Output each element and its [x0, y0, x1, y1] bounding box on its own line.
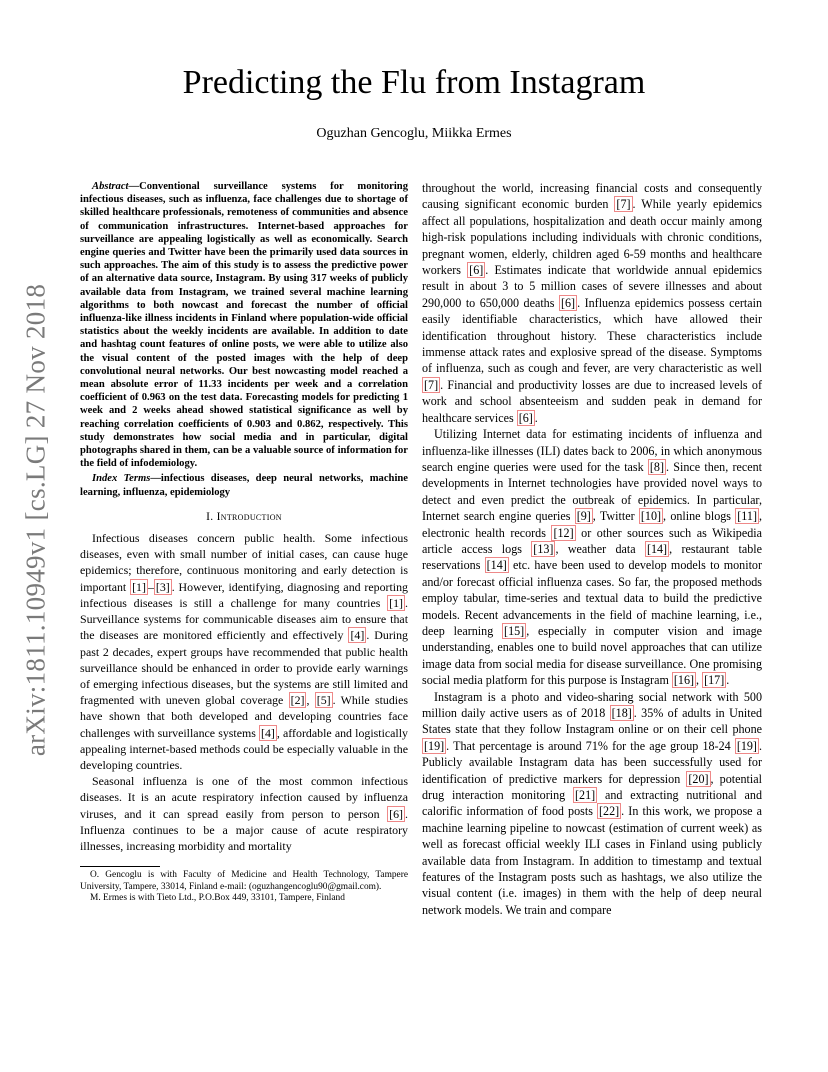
citation-link[interactable]: [21]: [575, 788, 596, 803]
section-number: I.: [206, 510, 214, 523]
citation-link[interactable]: [6]: [389, 806, 404, 821]
citation-link[interactable]: [11]: [737, 509, 757, 524]
citation-link[interactable]: [13]: [533, 541, 554, 556]
citation-link[interactable]: [6]: [560, 295, 576, 310]
citation-link[interactable]: [16]: [673, 673, 695, 688]
abstract-label: Abstract: [92, 181, 129, 192]
citation-link[interactable]: [7]: [424, 377, 439, 392]
citation-link[interactable]: [18]: [611, 706, 632, 720]
citation-link[interactable]: [6]: [469, 263, 484, 278]
arxiv-identifier[interactable]: arXiv:1811.10949v1 [cs.LG] 27 Nov 2018: [20, 283, 51, 757]
left-column: [80, 180, 408, 905]
citation-link[interactable]: [2]: [290, 693, 305, 708]
citation-link[interactable]: [20]: [688, 771, 709, 786]
body-paragraph: Seasonal influenza is one of the most common infectious diseases. It is an acute respiratory infection caused by influenza viruses, and it can spread easily from person to person [6] . Influenza continues to be a major cause of acute respiratory illnesses, increasing morbidity and mortality: [80, 774, 408, 853]
body-paragraph: throughout the world, increasing financial costs and consequently causing significant economic burden [7] . While yearly epidemics affect all populations, hospitalization and death occur mainly among high-risk populations including individuals with chronic conditions, pregnant women, elderly, children aged 6-59 months and healthcare workers [6] . Estimates indicate that worldwide annual epidemics result in about 3 to 5 million cases of severe illnesses and about 290,000 to 650,000 deaths [6] . Influenza epidemics possess certain easily identifiable characteristics, which have allowed their identification throughout history. These characteristics include immense attack rates and explosive spread of the disease. Symptoms of influenza, such as cough and fever, are very characteristic as well [7] . Financial and productivity losses are due to increased levels of work and school absenteeism and sudden peak in demand for healthcare services [6] .: [422, 181, 763, 425]
paper-authors: Oguzhan Gencoglu, Miikka Ermes: [316, 126, 512, 141]
paper-title: Predicting the Flu from Instagram: [182, 64, 646, 101]
right-column: [422, 180, 762, 918]
citation-link[interactable]: [12]: [553, 525, 574, 540]
index-terms-label: Index Terms: [92, 473, 151, 485]
citation-link[interactable]: [22]: [599, 804, 620, 819]
citation-link[interactable]: [1]: [389, 595, 404, 610]
footnote: M. Ermes is with Tieto Ltd., P.O.Box 449, 33101, Tampere, Finland: [90, 893, 345, 904]
citation-link[interactable]: [5]: [316, 693, 331, 708]
body-paragraph: Utilizing Internet data for estimating incidents of influenza and influenza-like illnesses (ILI) dates back to 2006, in which anonymous search engine queries were used for the task [8] . Since then, recent developments in Internet technologies have provided novel ways to detect and even predict the outbreak of epidemics. In particular, Internet search engine queries [9] , Twitter [10] , online blogs [11] , electronic health records [12] or other sources such as Wikipedia article access logs [13] , weather data [14] , restaurant table reservations [14] etc. have been used to develop models to monitor and/or forecast official influenza cases. So far, the proposed methods employ tabular, time-series and textual data to build the predictive models. Recent advancements in the field of machine learning, i.e., deep learning [15] , especially in computer vision and image understanding, enables one to build novel approaches that can utilize image data from social media for disease surveillance. One promising social media platform for this purpose is Instagram [16] , [17] .: [422, 427, 763, 688]
footnote-rule: [80, 866, 160, 867]
citation-link[interactable]: [10]: [640, 509, 662, 524]
arxiv-sidebar: [16, 270, 56, 770]
citation-link[interactable]: [3]: [155, 579, 170, 594]
index-terms: [80, 472, 408, 498]
body-paragraph: Infectious diseases concern public health. Some infectious diseases, even with small number of initial cases, can cause huge epidemics; therefore, continuous monitoring and early detection is important [1] – [3] . However, identifying, diagnosing and reporting infectious diseases is still a challenge for many countries [1] . Surveillance systems for communicable diseases aim to ensure that the diseases are monitored efficiently and effectively [4] . During past 2 decades, expert groups have recommended that public health surveillance should be enhanced in order to provide early warnings of emerging infectious diseases, but the systems are still limited and fragmented with uneven global coverage [2] , [5] . While studies have shown that both developed and developing countries face challenges with surveillance systems [4] , affordable and logistically appealing internet-based methods could be especially valuable in the developing countries.: [80, 531, 408, 772]
right-body: [422, 180, 762, 918]
citation-link[interactable]: [14]: [486, 558, 507, 573]
citation-link[interactable]: [4]: [350, 628, 365, 643]
citation-link[interactable]: [15]: [504, 623, 525, 638]
citation-link[interactable]: [14]: [646, 541, 668, 556]
citation-link[interactable]: [9]: [576, 509, 591, 524]
citation-link[interactable]: [8]: [649, 459, 665, 474]
section-name: Introduction: [216, 510, 282, 523]
citation-link[interactable]: [19]: [736, 738, 757, 753]
citation-link[interactable]: [17]: [704, 673, 725, 688]
abstract: [80, 180, 408, 470]
citation-link[interactable]: [1]: [132, 579, 146, 594]
section-heading: [80, 509, 408, 525]
citation-link[interactable]: [7]: [616, 197, 631, 212]
index-terms-text: —infectious diseases, deep neural networks, machine learning, influenza, epidemiology: [80, 473, 408, 498]
left-body: [80, 530, 408, 854]
abstract-text: —Conventional surveillance systems for monitoring infectious diseases, such as influenza, face challenges due to shortage of skilled healthcare professionals, remoteness of communities and absence of communication infrastructures. Internet-based approaches for surveillance are appealing logistically as well as economically. Search engine queries and Twitter have been the primarily used data sources in such approaches. The aim of this study is to assess the predictive power of an alternative data source, Instagram. By using 317 weeks of publicly available data from Instagram, we trained several machine learning algorithms to both nowcast and forecast the number of official influenza-like illness incidents in Finland where population-wide official statistics about the weekly incidents are available. In addition to date and hashtag count features of online posts, we were able to utilize also the visual content of the posted images with the help of deep convolutional neural networks. Our best nowcasting model reached a mean absolute error of 11.33 incidents per week and a correlation coefficient of 0.963 on the test data. Forecasting models for predicting 1 week and 2 weeks ahead showed statistical significance as well by reaching correlation coefficients of 0.903 and 0.862, respectively. This study demonstrates how social media and in particular, digital photographs shared in them, can be a valuable source of information for the field of infodemiology.: [80, 181, 408, 470]
body-paragraph: Instagram is a photo and video-sharing social network with 500 million daily active users as of 2018 [18] . 35% of adults in United States state that they follow Instagram online or on their cell phone [19] . That percentage is around 71% for the age group 18-24 [19] . Publicly available Instagram data has been successfully used for identification of predictive markers for depression [20] , potential drug interaction monitoring [21] and extracting nutritional and calorific information of food posts [22] . In this work, we propose a machine learning pipeline to nowcast (estimation of current week) as well as forecast official weekly ILI cases in Finland using publicly available data from Instagram. In addition to timestamp and textual features of the Instagram posts such as hashtags, we also utilize the visual content (i.e. images) in them with the help of deep neural network models. We train and compare: [422, 689, 762, 917]
footnotes: [80, 870, 408, 905]
citation-link[interactable]: [6]: [518, 410, 533, 425]
citation-link[interactable]: [4]: [261, 725, 275, 740]
footnote: O. Gencoglu is with Faculty of Medicine and Health Technology, Tampere University, Tampere, 33014, Finland e-mail: (oguzhangencoglu90@gmail.com).: [80, 870, 408, 892]
citation-link[interactable]: [19]: [424, 738, 445, 753]
